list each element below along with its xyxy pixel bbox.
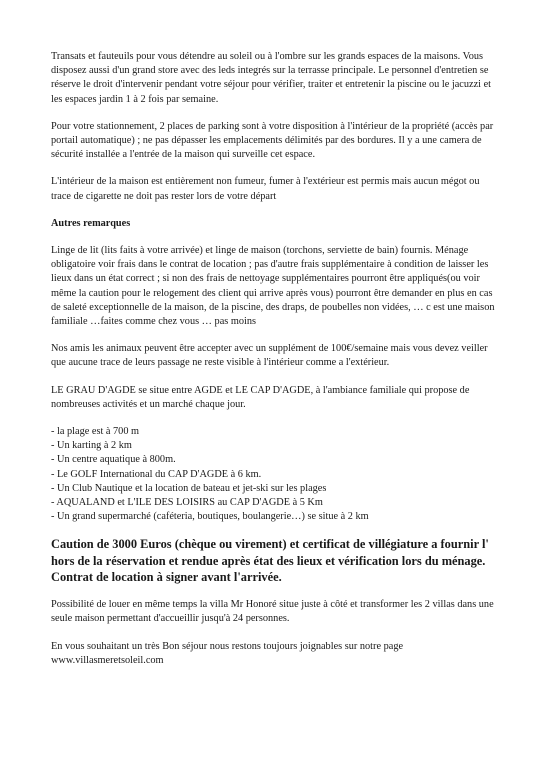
list-item: - Un grand supermarché (caféteria, boutiques, boulangerie…) se situe à 2 km xyxy=(51,511,369,523)
paragraph-smoking: L'intérieur de la maison est entièrement non fumeur, fumer à l'extérieur est permis mais aucun mégot ou trace de cigarette ne doit pas rester lors de votre départ xyxy=(51,176,480,202)
closing-text: En vous souhaitant un très Bon séjour nous restons toujours joignables sur notre page xyxy=(51,640,404,652)
caution-deposit-text: Caution de 3000 Euros (chèque ou virement) et certificat de villégiature a fournir l' hors de la réservation et rendue après état des lieux et vérification lors du ménage. xyxy=(51,537,489,568)
list-item: - Un karting à 2 km xyxy=(51,440,132,452)
caution-contract-text: Contrat de location à signer avant l'arrivée. xyxy=(51,569,282,584)
distance-list xyxy=(51,425,501,524)
list-item: - AQUALAND et L'ILE DES LOISIRS au CAP D'AGDE à 5 Km xyxy=(51,497,323,509)
list-item: - Un Club Nautique et la location de bateau et jet-ski sur les plages xyxy=(51,482,327,494)
document-body xyxy=(51,50,501,678)
paragraph-outdoor-furniture: Transats et fauteuils pour vous détendre au soleil ou à l'ombre sur les grands espaces de la maisons. Vous disposez aussi d'un grand store avec des leds integrés sur la terrasse principale. Le personnel d'entretien se réserve le droit d'intervenir pendant votre séjour pour vérifier, traiter et entretenir la piscine ou le jacuzzi et les espaces jardin 1 à 2 fois par semaine. xyxy=(51,51,492,105)
paragraph-parking: Pour votre stationnement, 2 places de parking sont à votre disposition à l'intérieur de la propriété (accès par portail automatique) ; ne pas dépasser les emplacements délimités par des bordures. Il y a une camera de sécurité installée a l'entrée de la maison qui surveille cet espace. xyxy=(51,120,494,161)
paragraph-location: LE GRAU D'AGDE se situe entre AGDE et LE CAP D'AGDE, à l'ambiance familiale qui propose de nombreuses activités et un marché chaque jour. xyxy=(51,384,470,410)
website-url: www.villasmeretsoleil.com xyxy=(51,654,164,666)
list-item: - la plage est à 700 m xyxy=(51,426,140,438)
paragraph-linen-cleaning: Linge de lit (lits faits à votre arrivée) et linge de maison (torchons, serviette de bain) fournis. Ménage obligatoire voir frais dans le contrat de location ; pas d'autre frais supplémentaire à condition de laisser les lieux dans un état correct ; si non des frais de nettoyage supplémentaires pourront être appliqués(ou voir même la caution pour le relogement des client qui arrive après vous) pourront être demander en plus en cas de saleté exceptionnelle de la maison, de la piscine, des draps, de poubelles non vidées, … c est une maison familiale …faites comme chez vous … pas moins xyxy=(51,245,495,328)
list-item: - Un centre aquatique à 800m. xyxy=(51,454,176,466)
paragraph-second-villa: Possibilité de louer en même temps la villa Mr Honoré situe juste à côté et transformer les 2 villas dans une seule maison permettant d'accueillir jusqu'à 24 personnes. xyxy=(51,599,494,625)
caution-notice xyxy=(51,536,501,585)
paragraph-closing xyxy=(51,640,501,668)
heading-autres-remarques: Autres remarques xyxy=(51,217,131,229)
list-item: - Le GOLF International du CAP D'AGDE à 6 km. xyxy=(51,468,262,480)
paragraph-pets: Nos amis les animaux peuvent être accepter avec un supplément de 100€/semaine mais vous devez veiller que aucune trace de leurs passage ne reste visible à l'intérieur comme a l'extérieur. xyxy=(51,343,488,369)
